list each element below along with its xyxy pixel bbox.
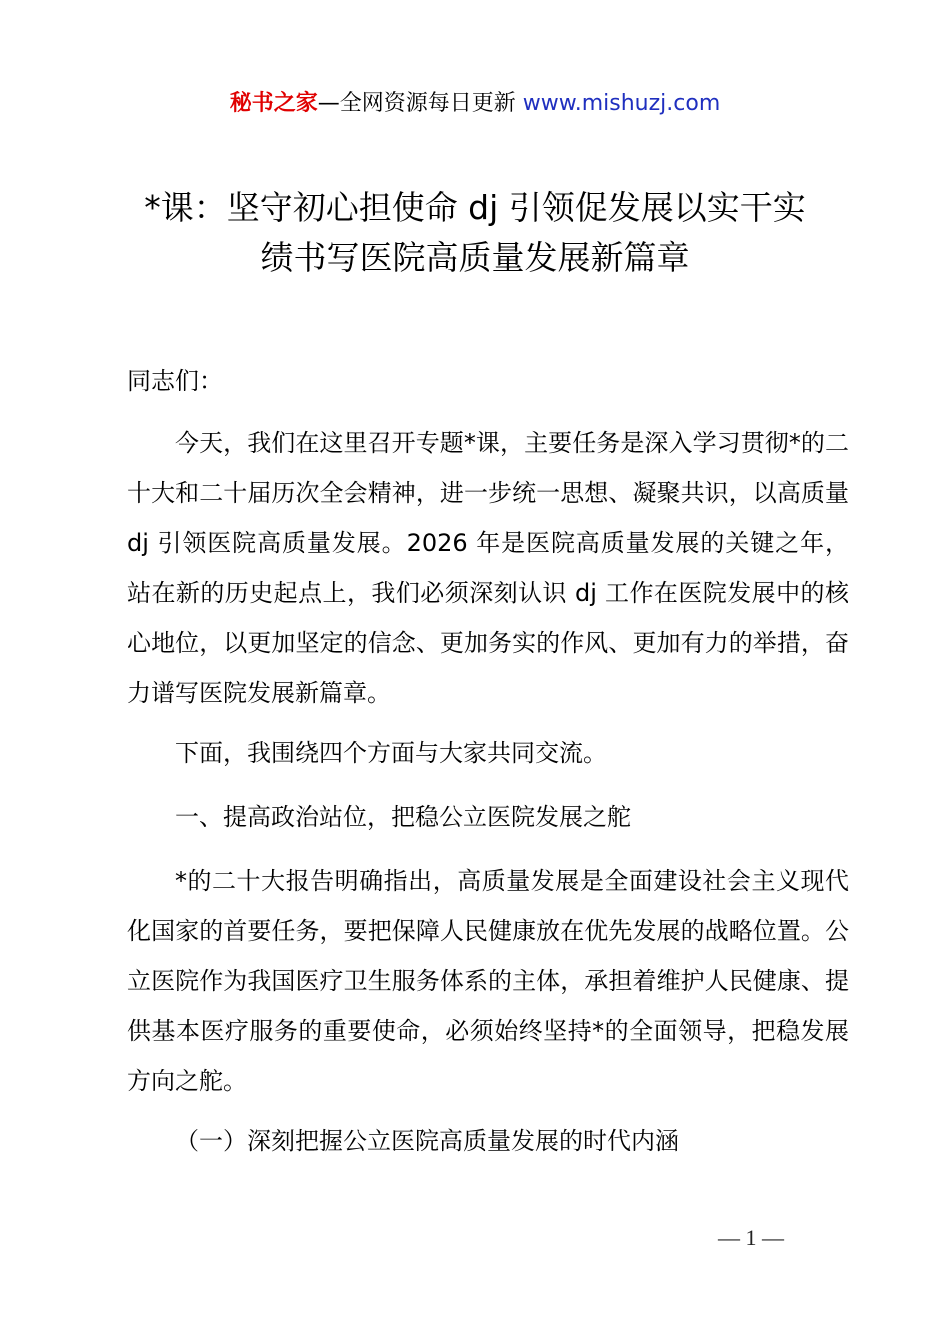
paragraph-transition: 下面，我围绕四个方面与大家共同交流。	[175, 739, 607, 767]
section-heading-1: 一、提高政治站位，把稳公立医院发展之舵	[175, 803, 631, 831]
header-banner	[0, 88, 950, 120]
brand-name: 秘书之家	[229, 91, 318, 116]
subsection-heading-1: （一）深刻把握公立医院高质量发展的时代内涵	[175, 1127, 679, 1155]
paragraph-intro: 今天，我们在这里召开专题*课，主要任务是深入学习贯彻*的二十大和二十届历次全会精神，进一步统一思想、凝聚共识，以高质量 dj 引领医院高质量发展。2026 年是医院高质量发展的关键之年，站在新的历史起点上，我们必须深刻认识 dj 工作在医院发展中的核心地位，以更加坚定的信念、更加务实的作风、更加有力的举措，奋力谱写医院发展新篇章。	[127, 429, 849, 707]
banner-url[interactable]: www.mishuzj.com	[522, 91, 721, 116]
title-line-2: 绩书写医院高质量发展新篇章	[260, 238, 690, 277]
banner-tagline: —全网资源每日更新	[317, 91, 523, 116]
paragraph-section-1: *的二十大报告明确指出，高质量发展是全面建设社会主义现代化国家的首要任务，要把保障人民健康放在优先发展的战略位置。公立医院作为我国医疗卫生服务体系的主体，承担着维护人民健康、提供基本医疗服务的重要使命，必须始终坚持*的全面领导，把稳发展方向之舵。	[127, 867, 849, 1095]
document-title	[60, 183, 890, 283]
title-line-1: *课：坚守初心担使命 dj 引领促发展以实干实	[144, 188, 806, 227]
page-number: — 1 —	[718, 1225, 784, 1250]
salutation: 同志们：	[127, 367, 223, 395]
